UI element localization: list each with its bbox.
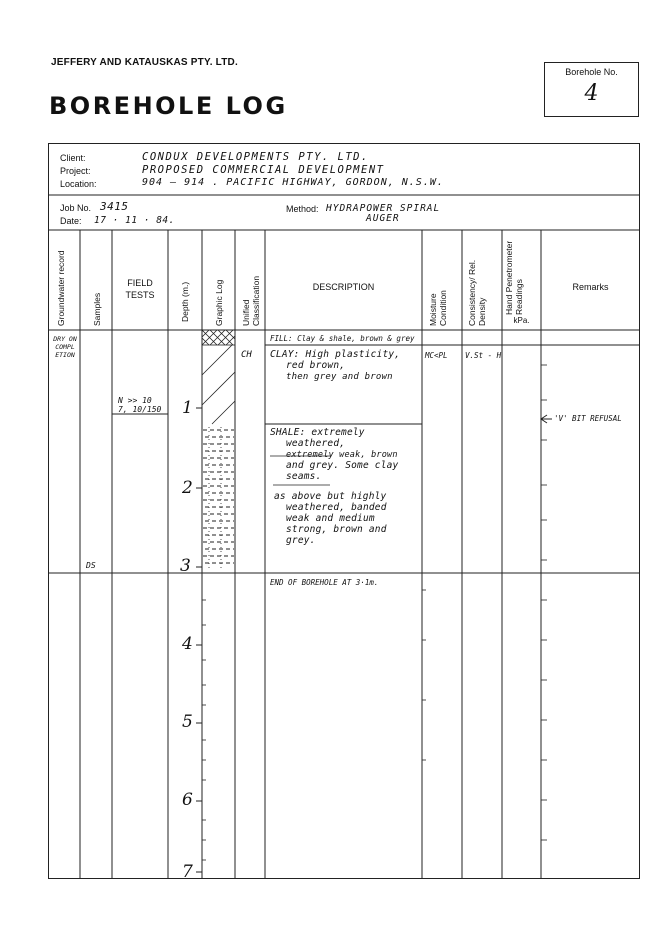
sample-entry: DS [86, 561, 96, 570]
method-label: Method: [286, 204, 319, 214]
depth-label-1: 1 [182, 398, 193, 418]
method-value: HYDRAPOWER SPIRAL [326, 203, 441, 214]
end-of-borehole: END OF BOREHOLE AT 3·1m. [270, 578, 379, 587]
col-field-tests: FIELD TESTS [125, 278, 155, 300]
col-consistency: Consistency/ Rel. Density [467, 259, 487, 326]
moisture-entry: MC<PL [425, 351, 448, 360]
page-title: BOREHOLE LOG [49, 92, 288, 120]
method-value-2: AUGER [366, 213, 400, 224]
depth-label-4: 4 [182, 634, 193, 654]
col-moisture: Moisture Condition [428, 290, 448, 326]
shale-line-5: seams. [286, 471, 322, 482]
clay-line-3: then grey and brown [286, 372, 393, 382]
above-line-4: strong, brown and [286, 524, 387, 535]
depth-label-3: 3 [180, 556, 191, 576]
col-graphic-log: Graphic Log [214, 279, 224, 326]
above-line-2: weathered, banded [286, 502, 387, 513]
shale-line-3: extremely weak, brown [286, 450, 398, 460]
col-remarks: Remarks [572, 282, 609, 292]
borehole-label: Borehole No. [565, 67, 618, 77]
location-value: 904 – 914 . PACIFIC HIGHWAY, GORDON, N.S.W. [142, 177, 444, 188]
depth-label-2: 2 [182, 478, 193, 498]
groundwater-entry: DRY ON COMPL ETION [53, 335, 77, 359]
field-test-2: 7, 10/150 [118, 405, 162, 414]
depth-label-5: 5 [182, 712, 193, 732]
borehole-number: 4 [584, 81, 599, 106]
col-penetrometer: Hand Penetrometer Readings [504, 240, 524, 315]
shale-line-2: weathered, [286, 438, 346, 449]
shale-line-1: SHALE: extremely [270, 427, 365, 438]
company-name: JEFFERY AND KATAUSKAS PTY. LTD. [51, 57, 238, 68]
location-label: Location: [60, 179, 97, 189]
above-line-3: weak and medium [286, 513, 375, 524]
depth-label-6: 6 [182, 790, 193, 810]
job-label: Job No. [60, 203, 92, 213]
remark-refusal: 'V' BIT REFUSAL [554, 414, 622, 423]
col-unified: Unified Classification [241, 275, 261, 326]
date-label: Date: [60, 216, 82, 226]
date-value: 17 · 11 · 84. [94, 215, 175, 226]
shale-pattern [203, 430, 234, 563]
project-label: Project: [60, 166, 91, 176]
clay-line-1: CLAY: High plasticity, [270, 349, 401, 360]
col-description: DESCRIPTION [312, 282, 375, 292]
clay-pattern [202, 345, 235, 424]
fill-pattern [202, 330, 235, 345]
col-samples: Samples [92, 292, 102, 326]
refusal-arrow [541, 415, 552, 423]
col-depth: Depth (m.) [180, 281, 190, 322]
client-label: Client: [60, 153, 86, 163]
client-value: CONDUX DEVELOPMENTS PTY. LTD. [142, 151, 369, 163]
col-groundwater: Groundwater record [56, 250, 66, 326]
unified-entry: CH [241, 350, 252, 360]
depth-label-7: 7 [182, 862, 193, 882]
above-line-5: grey. [286, 535, 316, 546]
col-kpa: kPa. [513, 316, 530, 325]
above-line-1: as above but highly [274, 491, 387, 502]
consistency-entry: V.St - H [465, 351, 502, 360]
field-test-1: N >> 10 [118, 396, 152, 405]
shale-line-4: and grey. Some clay [286, 460, 399, 471]
fill-description: FILL: Clay & shale, brown & grey [270, 334, 415, 343]
clay-line-2: red brown, [286, 360, 346, 371]
project-value: PROPOSED COMMERCIAL DEVELOPMENT [142, 164, 385, 176]
job-value: 3415 [100, 200, 129, 213]
